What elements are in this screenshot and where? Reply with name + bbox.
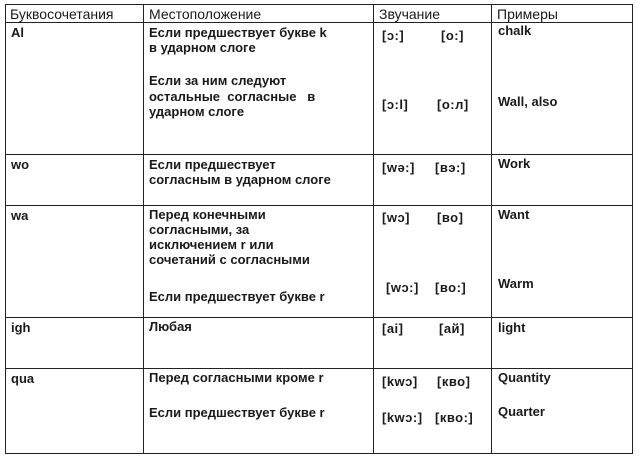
- rule-line: исключением r или: [149, 237, 274, 252]
- transcription-en: [ɔ:l]: [382, 97, 409, 112]
- rule-line: остальные согласные в: [149, 89, 316, 104]
- row-divider: [5, 154, 633, 155]
- rule-line: согласными, за: [149, 222, 250, 237]
- table-border-right: [632, 4, 633, 454]
- combination-cell: qua: [11, 371, 35, 386]
- header-examples: Примеры: [497, 6, 558, 22]
- example-word: Wall, also: [498, 94, 558, 109]
- example-word: Quarter: [498, 404, 545, 419]
- rule-line: Если за ним следуют: [149, 73, 287, 88]
- transcription-en: [ɔ:]: [382, 28, 405, 43]
- column-divider: [373, 4, 374, 454]
- table-border-bottom: [5, 453, 633, 454]
- rule-line: Перед конечными: [149, 207, 266, 222]
- transcription-ru: [о:л]: [437, 97, 469, 112]
- rule-line: Если предшествует букве r: [149, 289, 325, 304]
- column-divider: [143, 4, 144, 454]
- transcription-ru: [кво]: [437, 374, 471, 389]
- rule-line: Перед согласными кроме r: [149, 370, 324, 385]
- transcription-en: [wə:]: [382, 160, 415, 175]
- combination-cell: igh: [11, 320, 31, 335]
- rule-line: Любая: [149, 319, 192, 334]
- column-divider: [491, 4, 492, 454]
- row-divider: [5, 205, 633, 206]
- rule-line: согласным в ударном слоге: [149, 172, 331, 187]
- transcription-ru: [о:]: [441, 28, 464, 43]
- transcription-ru: [ай]: [439, 321, 465, 336]
- rule-line: Если предшествует букве r: [149, 405, 325, 420]
- transcription-ru: [во]: [437, 210, 464, 225]
- example-word: light: [498, 320, 526, 335]
- table-border-top: [5, 4, 633, 5]
- row-divider: [5, 317, 633, 318]
- rule-line: Если предшествует букве k: [149, 25, 327, 40]
- combination-cell: Al: [11, 25, 24, 40]
- combination-cell: wo: [11, 157, 30, 172]
- rule-line: Если предшествует: [149, 157, 276, 172]
- combination-cell: wa: [11, 208, 29, 223]
- transcription-ru: [кво:]: [435, 410, 474, 425]
- example-word: Want: [498, 207, 530, 222]
- example-word: Warm: [498, 276, 534, 291]
- transcription-en: [wɔ]: [382, 210, 410, 225]
- transcription-en: [kwɔ:]: [382, 410, 423, 425]
- row-divider: [5, 368, 633, 369]
- transcription-ru: [во:]: [435, 280, 467, 295]
- example-word: Quantity: [498, 370, 551, 385]
- vowel-combinations-table: [5, 4, 633, 454]
- table-border-left: [5, 4, 6, 454]
- transcription-en: [ai]: [382, 321, 404, 336]
- rule-line: в ударном слоге: [149, 40, 256, 55]
- header-combinations: Буквосочетания: [10, 6, 114, 22]
- transcription-en: [kwɔ]: [382, 374, 418, 389]
- header-position: Местоположение: [149, 6, 262, 22]
- transcription-ru: [вэ:]: [435, 160, 466, 175]
- transcription-en: [wɔ:]: [386, 280, 419, 295]
- rule-line: сочетаний с согласными: [149, 252, 310, 267]
- example-word: chalk: [498, 23, 532, 38]
- example-word: Work: [498, 156, 531, 171]
- rule-line: ударном слоге: [149, 104, 245, 119]
- header-sound: Звучание: [379, 6, 441, 22]
- header-divider: [5, 22, 633, 23]
